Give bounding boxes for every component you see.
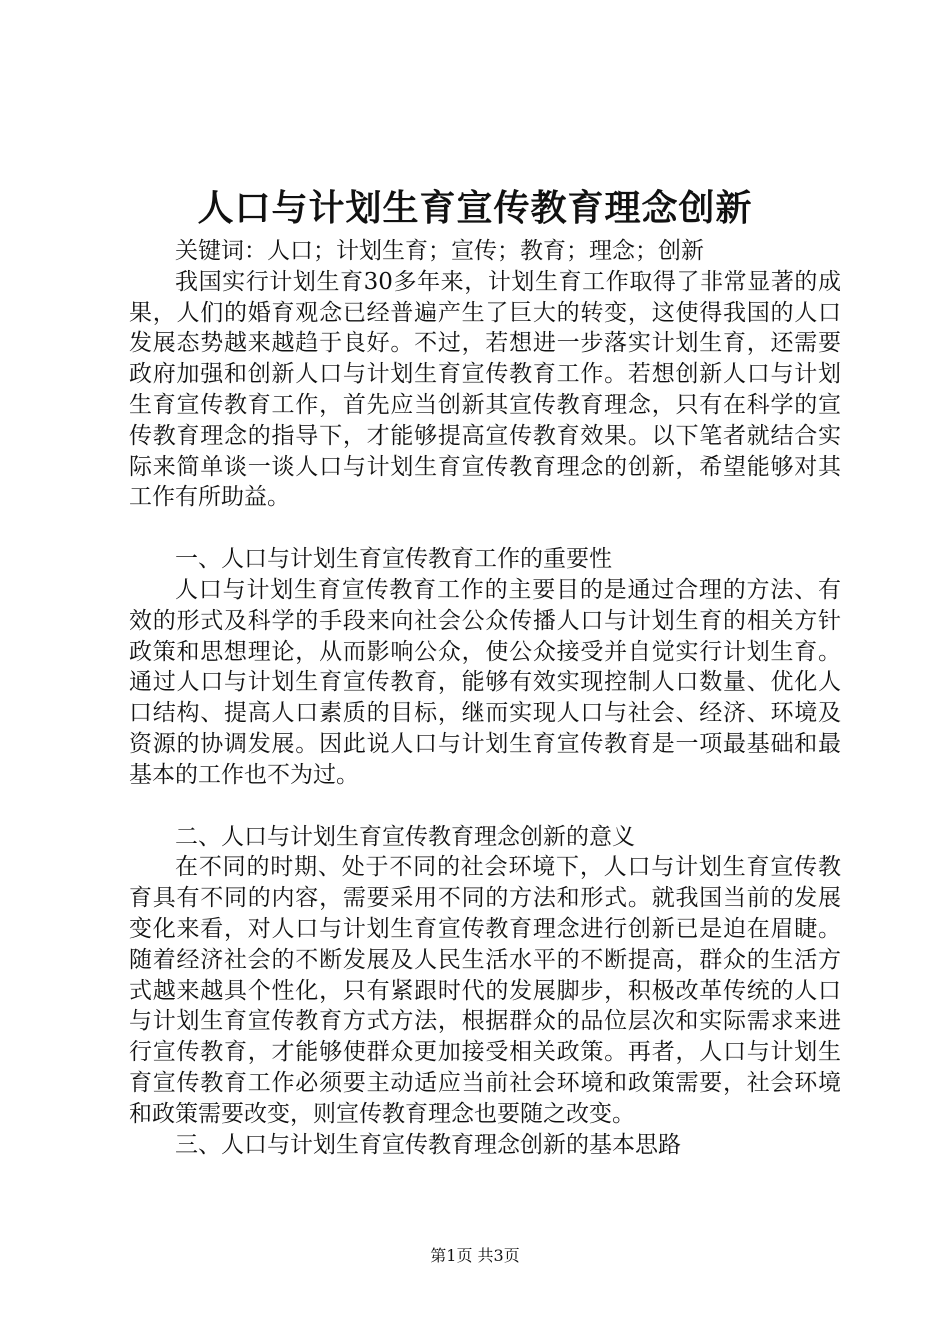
section1-paragraph: 人口与计划生育宣传教育工作的主要目的是通过合理的方法、有效的形式及科学的手段来向社会公众传播人口与计划生育的相关方针政策和思想理论，从而影响公众，使公众接受并自觉实行计划生育。通过人口与计划生育宣传教育，能够有效实现控制人口数量、优化人口结构、提高人口素质的目标，继而实现人口与社会、经济、环境及资源的协调发展。因此说人口与计划生育宣传教育是一项最基础和最基本的工作也不为过。: [129, 576, 841, 788]
section2-heading: 二、人口与计划生育宣传教育理念创新的意义: [175, 823, 635, 850]
document-body: [129, 236, 841, 1160]
section2-paragraph: 在不同的时期、处于不同的社会环境下，人口与计划生育宣传教育具有不同的内容，需要采用不同的方法和形式。就我国当前的发展变化来看，对人口与计划生育宣传教育理念进行创新已是迫在眉睫。随着经济社会的不断发展及人民生活水平的不断提高，群众的生活方式越来越具个性化，只有紧跟时代的发展脚步，积极改革传统的人口与计划生育宣传教育方式方法，根据群众的品位层次和实际需求来进行宣传教育，才能够使群众更加接受相关政策。再者，人口与计划生育宣传教育工作必须要主动适应当前社会环境和政策需要，社会环境和政策需要改变，则宣传教育理念也要随之改变。: [129, 854, 841, 1127]
section1-heading: 一、人口与计划生育宣传教育工作的重要性: [175, 546, 612, 573]
intro-paragraph: 我国实行计划生育30多年来，计划生育工作取得了非常显著的成果，人们的婚育观念已经普遍产生了巨大的转变，这使得我国的人口发展态势越来越趋于良好。不过，若想进一步落实计划生育，还需要政府加强和创新人口与计划生育宣传教育工作。若想创新人口与计划生育宣传教育工作，首先应当创新其宣传教育理念，只有在科学的宣传教育理念的指导下，才能够提高宣传教育效果。以下笔者就结合实际来简单谈一谈人口与计划生育宣传教育理念的创新，希望能够对其工作有所助益。: [129, 268, 841, 511]
section3-heading: 三、人口与计划生育宣传教育理念创新的基本思路: [175, 1131, 681, 1158]
document-title: 人口与计划生育宣传教育理念创新: [197, 187, 753, 229]
keywords-line: 关键词：人口；计划生育；宣传；教育；理念；创新: [175, 238, 704, 264]
page-footer: 第1页 共3页: [430, 1246, 520, 1265]
